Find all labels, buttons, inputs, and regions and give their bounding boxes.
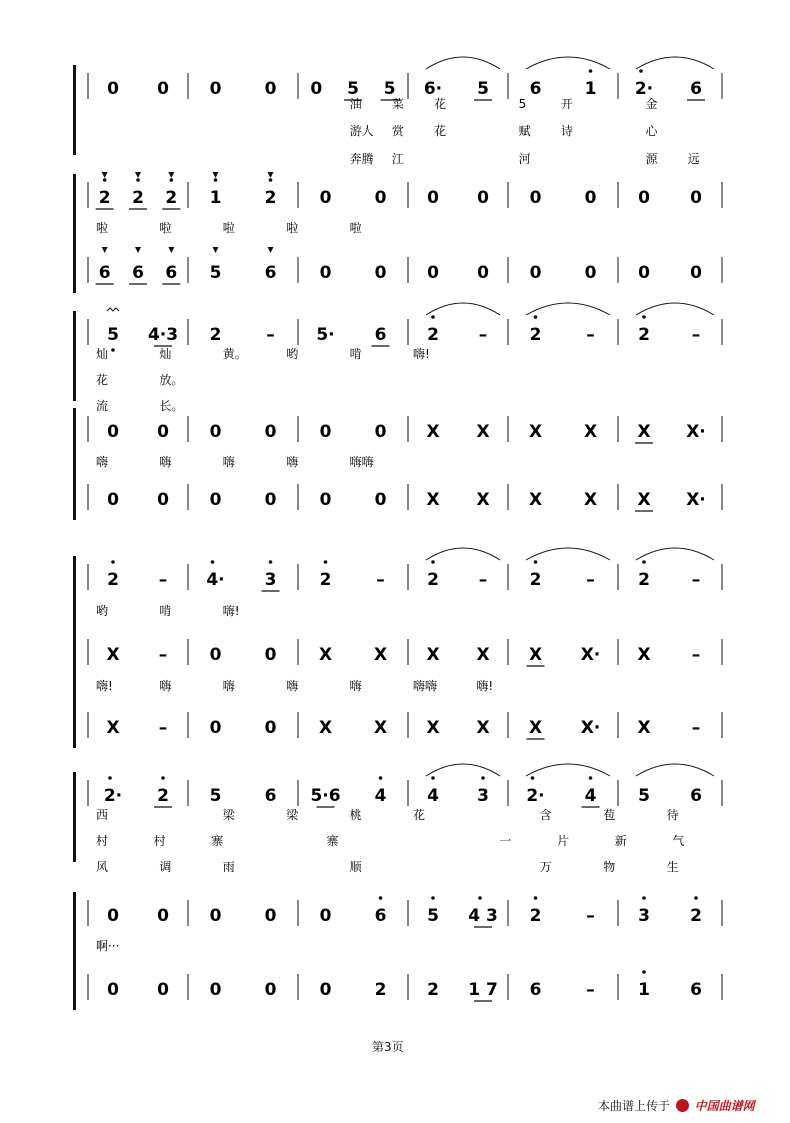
high-octave-dot	[111, 560, 115, 564]
lyric-syllable: 新	[614, 834, 627, 848]
low-octave-dot	[111, 348, 115, 352]
lyric-syllable: 苞	[603, 808, 616, 822]
lyric-syllable: 游人	[349, 124, 374, 138]
note: 0	[157, 79, 169, 99]
note: 0	[107, 906, 119, 926]
note: 6	[690, 79, 702, 99]
high-octave-dot	[642, 970, 646, 974]
high-octave-dot	[379, 776, 383, 780]
note: 0	[529, 263, 542, 283]
lyric-syllable: 灿	[96, 347, 109, 361]
note: X	[528, 645, 543, 665]
lyric-syllable: 嗨!	[476, 679, 494, 693]
note: 5·	[316, 325, 335, 345]
note: 3	[264, 570, 277, 590]
note: X	[373, 718, 388, 738]
lyric-syllable: 心	[645, 124, 658, 138]
staccato-mark	[168, 172, 174, 178]
lyric-syllable: 嗨	[286, 679, 299, 693]
note: X	[583, 490, 598, 510]
note: 2	[98, 188, 111, 208]
note: 0	[584, 263, 597, 283]
note: X	[476, 490, 490, 510]
high-octave-dot	[103, 178, 107, 182]
lyric-syllable: 灿	[159, 347, 172, 361]
staccato-mark	[268, 247, 274, 253]
note: 0	[374, 263, 387, 283]
lyric-syllable: 赏	[391, 124, 404, 138]
tie-arc	[526, 57, 610, 69]
lyric-syllable: 嗨	[159, 679, 172, 693]
note: 0	[374, 422, 387, 442]
note: –	[586, 906, 595, 926]
high-octave-dot	[589, 776, 593, 780]
lyric-syllable: 嗨!	[96, 679, 113, 693]
note: 0	[319, 490, 332, 510]
note: 0	[209, 980, 222, 1000]
note: 0	[529, 188, 542, 208]
lyric-syllable: 源	[645, 152, 658, 166]
note: 1	[638, 980, 650, 1000]
note: 0	[427, 263, 439, 283]
lyric-syllable: 奔腾	[349, 152, 374, 166]
note: 0	[209, 422, 222, 442]
lyric-syllable: 黄。	[222, 347, 247, 361]
note: X·	[686, 422, 706, 442]
tie-arc	[636, 764, 714, 776]
lyric-syllable: 长。	[159, 399, 184, 413]
lyric-syllable: 啦	[222, 221, 235, 235]
lyric-syllable: 啦	[159, 221, 172, 235]
note: 0	[264, 645, 277, 665]
high-octave-dot	[639, 69, 643, 73]
tie-arc	[526, 548, 610, 560]
lyric-syllable: 啊···	[96, 939, 120, 953]
note: 6	[690, 786, 702, 806]
high-octave-dot	[481, 776, 485, 780]
note: 0	[638, 263, 650, 283]
note: 2	[374, 980, 387, 1000]
lyric-syllable: 菜	[391, 97, 404, 111]
note: 5	[477, 79, 489, 99]
lyric-syllable: 桃	[349, 808, 362, 822]
note: 6	[264, 786, 277, 806]
note: 4	[427, 786, 439, 806]
note: 6	[374, 906, 387, 926]
lyric-syllable: 寨	[211, 834, 224, 848]
note: 1	[209, 188, 222, 208]
note: X·	[686, 490, 706, 510]
choir-bracket	[73, 892, 76, 1010]
lyric-syllable: 村	[96, 834, 109, 848]
lyric-syllable: 梁	[286, 808, 299, 822]
note: 4 3	[468, 906, 498, 926]
note: –	[586, 325, 595, 345]
note: –	[691, 325, 701, 345]
lyric-syllable: 金	[645, 97, 658, 111]
staccato-mark	[168, 247, 174, 253]
note: 5	[209, 263, 222, 283]
note: X	[476, 645, 490, 665]
note: –	[691, 570, 701, 590]
note: 5	[107, 325, 119, 345]
lyric-syllable: 远	[687, 152, 700, 166]
note: 2	[529, 325, 542, 345]
lyric-syllable: 雨	[222, 860, 235, 874]
note: X	[637, 490, 651, 510]
note: X	[426, 490, 440, 510]
note: 2	[690, 906, 702, 926]
lyric-syllable: 气	[672, 834, 685, 848]
lyric-syllable: 梁	[222, 808, 235, 822]
lyric-syllable: 寨	[326, 834, 339, 848]
note: 6	[529, 79, 542, 99]
note: 1	[584, 79, 597, 99]
tie-arc	[426, 548, 500, 560]
note: 0	[157, 422, 169, 442]
staccato-mark	[135, 172, 141, 178]
note: 4·	[206, 570, 225, 590]
lyric-syllable: 江	[391, 152, 404, 166]
site-name: 中国曲谱网	[694, 1099, 755, 1113]
note: X	[528, 422, 543, 442]
note: 2	[132, 188, 144, 208]
note: X	[426, 645, 440, 665]
system-bracket	[73, 65, 76, 155]
high-octave-dot	[269, 178, 273, 182]
high-octave-dot	[211, 560, 215, 564]
note: 0	[209, 906, 222, 926]
lyric-syllable: 花	[434, 97, 447, 111]
note: 0	[374, 490, 387, 510]
choir-bracket	[73, 174, 76, 293]
note: 1 7	[468, 980, 498, 1000]
lyric-syllable: 西	[96, 808, 109, 822]
high-octave-dot	[431, 315, 435, 319]
note: 0	[584, 188, 597, 208]
high-octave-dot	[324, 560, 328, 564]
lyric-syllable: 花	[413, 808, 426, 822]
lyric-syllable: 嗨	[286, 455, 299, 469]
lyric-syllable: 赋	[518, 124, 531, 138]
note: 6·	[423, 79, 443, 99]
high-octave-dot	[108, 776, 112, 780]
high-octave-dot	[269, 560, 273, 564]
note: 0	[319, 263, 332, 283]
lyric-syllable: 嗨	[349, 679, 362, 693]
note: 0	[477, 188, 489, 208]
qupu-logo-icon	[676, 1099, 689, 1112]
choir-bracket	[73, 408, 76, 520]
note: X	[637, 645, 651, 665]
lyric-syllable: 嗨嗨	[413, 679, 438, 693]
note: 2	[427, 570, 439, 590]
note: 0	[477, 263, 489, 283]
lyric-syllable: 啦	[349, 221, 362, 235]
lyric-syllable: 一	[499, 834, 512, 848]
note: 2	[427, 325, 439, 345]
note: 6	[264, 263, 277, 283]
lyric-syllable: 花	[434, 124, 447, 138]
note: 0	[264, 422, 277, 442]
high-octave-dot	[534, 896, 538, 900]
note: 3	[638, 906, 650, 926]
mordent-mark	[107, 308, 119, 311]
uploader-prefix: 本曲谱上传于	[598, 1099, 671, 1113]
note: 3	[477, 786, 489, 806]
high-octave-dot	[214, 178, 218, 182]
high-octave-dot	[589, 69, 593, 73]
note: 0	[264, 718, 277, 738]
high-octave-dot	[642, 315, 646, 319]
note: 2	[638, 570, 650, 590]
note: 5	[383, 79, 396, 99]
note: X	[476, 422, 490, 442]
note: –	[376, 570, 385, 590]
high-octave-dot	[642, 560, 646, 564]
lyric-syllable: 嗨	[222, 679, 235, 693]
note: –	[158, 645, 168, 665]
note: X	[528, 718, 543, 738]
note: 0	[264, 79, 277, 99]
note: 5	[427, 906, 439, 926]
tie-arc	[426, 303, 500, 315]
note: 0	[157, 906, 169, 926]
tie-arc	[636, 548, 714, 560]
note: –	[478, 570, 488, 590]
lyric-syllable: 嗨!	[222, 604, 240, 618]
high-octave-dot	[534, 315, 538, 319]
staccato-mark	[213, 172, 219, 178]
lyric-syllable: 风	[96, 860, 109, 874]
note: 4·3	[147, 325, 179, 345]
choir-bracket	[73, 631, 76, 748]
note: 2·	[526, 786, 545, 806]
note: –	[691, 645, 701, 665]
staccato-mark	[135, 247, 141, 253]
note: 0	[264, 490, 277, 510]
lyric-syllable: 村	[153, 834, 166, 848]
note: X	[583, 422, 598, 442]
note: 0	[157, 490, 169, 510]
note: 2	[107, 570, 119, 590]
note: 4	[584, 786, 597, 806]
high-octave-dot	[531, 776, 535, 780]
tie-arc	[526, 303, 610, 315]
note: X	[637, 718, 651, 738]
high-octave-dot	[136, 178, 140, 182]
lyric-syllable: 片	[557, 834, 570, 848]
note: 2	[529, 570, 542, 590]
note: 2	[529, 906, 542, 926]
lyric-syllable: 哟	[286, 347, 299, 361]
lyric-syllable: 待	[666, 808, 679, 822]
lyric-syllable: 流	[96, 399, 109, 413]
lyric-syllable: 啦	[96, 221, 109, 235]
staccato-mark	[102, 247, 108, 253]
note: –	[478, 325, 488, 345]
page-number: 第3页	[372, 1040, 404, 1054]
note: X	[426, 422, 440, 442]
note: 2	[638, 325, 650, 345]
note: 0	[209, 718, 222, 738]
high-octave-dot	[534, 560, 538, 564]
staccato-mark	[102, 172, 108, 178]
tie-arc	[526, 764, 610, 776]
lyric-syllable: 啃	[349, 347, 362, 361]
note: 2	[319, 570, 332, 590]
tie-arc	[636, 57, 714, 69]
lyric-syllable: 含	[539, 808, 552, 822]
high-octave-dot	[431, 560, 435, 564]
lyric-syllable: 嗨	[96, 455, 109, 469]
note: 0	[107, 422, 119, 442]
note: –	[158, 718, 168, 738]
high-octave-dot	[161, 776, 165, 780]
note: 0	[209, 79, 222, 99]
lyric-syllable: 嗨	[222, 455, 235, 469]
note: 6	[374, 325, 387, 345]
lyric-syllable: 啃	[159, 604, 172, 618]
note: X	[426, 718, 440, 738]
note: X	[106, 718, 120, 738]
note: 0	[427, 188, 439, 208]
high-octave-dot	[379, 896, 383, 900]
lyric-syllable: 5	[518, 97, 527, 111]
lyric-syllable: 嗨	[159, 455, 172, 469]
lyric-syllable: 生	[666, 860, 679, 874]
staccato-mark	[213, 247, 219, 253]
note: 0	[319, 422, 332, 442]
note: 6	[132, 263, 144, 283]
lyric-syllable: 顺	[349, 860, 362, 874]
lyric-syllable: 花	[96, 373, 109, 387]
lyric-syllable: 开	[560, 97, 573, 111]
note: 0	[209, 490, 222, 510]
lyric-syllable: 河	[518, 152, 531, 166]
note: X	[373, 645, 388, 665]
note: 0	[374, 188, 387, 208]
high-octave-dot	[170, 178, 174, 182]
note: 6	[529, 980, 542, 1000]
lyric-syllable: 诗	[560, 124, 573, 138]
note: X	[106, 645, 120, 665]
lyric-syllable: 油	[349, 97, 362, 111]
note: X	[637, 422, 651, 442]
note: 2	[264, 188, 277, 208]
tie-arc	[426, 57, 500, 69]
note: 0	[319, 980, 332, 1000]
note: 0	[638, 188, 650, 208]
tie-arc	[636, 303, 714, 315]
lyric-syllable: 嗨嗨	[349, 455, 374, 469]
note: 0	[264, 906, 277, 926]
note: X	[318, 718, 333, 738]
note: 0	[264, 980, 277, 1000]
high-octave-dot	[431, 896, 435, 900]
note: 2	[209, 325, 222, 345]
note: 6	[165, 263, 178, 283]
system-bracket	[73, 311, 76, 401]
note: 0	[690, 188, 702, 208]
note: 0	[319, 906, 332, 926]
lyric-syllable: 哟	[96, 604, 109, 618]
high-octave-dot	[478, 896, 482, 900]
high-octave-dot	[694, 896, 698, 900]
high-octave-dot	[431, 776, 435, 780]
note: 4	[374, 786, 387, 806]
high-octave-dot	[642, 896, 646, 900]
lyric-syllable: 调	[159, 860, 172, 874]
note: 5	[638, 786, 650, 806]
note: X	[476, 718, 490, 738]
note: 0	[107, 490, 119, 510]
note: 6	[690, 980, 702, 1000]
staccato-mark	[268, 172, 274, 178]
note: 0	[319, 188, 332, 208]
note: –	[586, 980, 595, 1000]
note: –	[691, 718, 701, 738]
lyric-syllable: 放。	[159, 373, 184, 387]
tie-arc	[426, 764, 500, 776]
note: 0	[107, 79, 119, 99]
note: X	[318, 645, 333, 665]
lyric-syllable: 嗨!	[413, 347, 430, 361]
note: X·	[580, 645, 601, 665]
note: 2	[157, 786, 169, 806]
note: X·	[580, 718, 601, 738]
upload-watermark	[598, 1097, 755, 1114]
note: 5·6	[310, 786, 341, 806]
note: 0	[310, 79, 323, 99]
lyric-syllable: 物	[603, 860, 616, 874]
system-bracket	[73, 772, 76, 862]
note: 5	[209, 786, 222, 806]
note: 0	[209, 645, 222, 665]
note: 2·	[634, 79, 654, 99]
note: –	[158, 570, 168, 590]
note: 6	[98, 263, 111, 283]
note: X	[528, 490, 543, 510]
note: 2·	[103, 786, 123, 806]
note: –	[266, 325, 275, 345]
note: –	[586, 570, 595, 590]
lyric-syllable: 啦	[286, 221, 299, 235]
note: 2	[427, 980, 439, 1000]
note: 2	[165, 188, 178, 208]
lyric-syllable: 万	[539, 860, 552, 874]
note: 0	[690, 263, 702, 283]
note: 5	[347, 79, 359, 99]
note: 0	[157, 980, 169, 1000]
note: 0	[107, 980, 119, 1000]
